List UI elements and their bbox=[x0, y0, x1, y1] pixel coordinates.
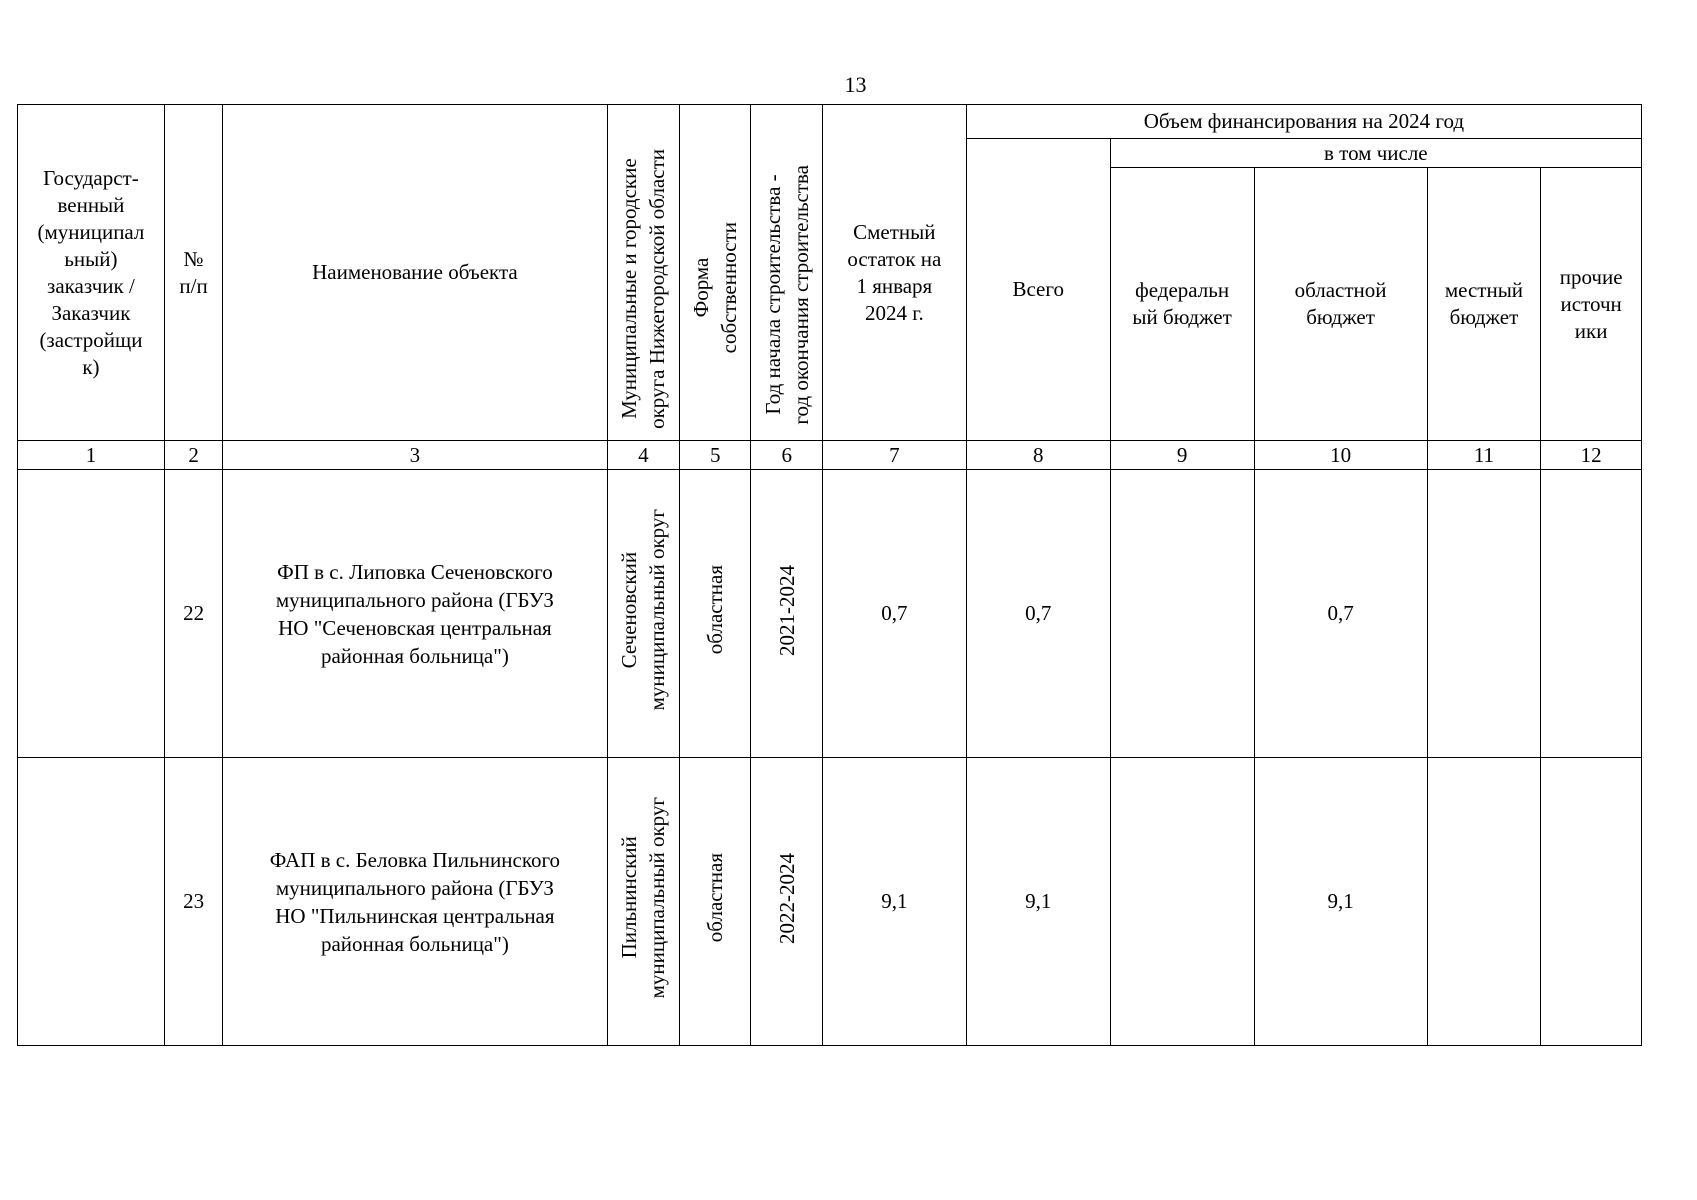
header-municipal: Муниципальные и городские округа Нижегородской области bbox=[607, 105, 679, 441]
row-other bbox=[1541, 758, 1642, 1046]
row-total: 9,1 bbox=[966, 758, 1110, 1046]
row-municipal: Пильнинский муниципальный округ bbox=[607, 758, 679, 1046]
header-ownership: Форма собственности bbox=[680, 105, 751, 441]
row-object-name: ФП в с. Липовка Сеченовского муниципального района (ГБУЗ НО "Сеченовская центральная районная больница") bbox=[223, 470, 607, 758]
row-object-name: ФАП в с. Беловка Пильнинского муниципального района (ГБУЗ НО "Пильнинская центральная районная больница") bbox=[223, 758, 607, 1046]
row-federal bbox=[1110, 470, 1254, 758]
header-number: № п/п bbox=[164, 105, 222, 441]
header-financing: Объем финансирования на 2024 год bbox=[966, 105, 1641, 139]
row-years: 2022-2024 bbox=[751, 758, 822, 1046]
row-customer bbox=[18, 470, 165, 758]
row-estimate: 9,1 bbox=[822, 758, 966, 1046]
header-customer: Государст- венный (муниципал ьный) заказчик / Заказчик (застройщи к) bbox=[18, 105, 165, 441]
row-local bbox=[1427, 470, 1541, 758]
column-number: 1 bbox=[18, 441, 165, 470]
row-municipal: Сеченовский муниципальный округ bbox=[607, 470, 679, 758]
column-number-row bbox=[18, 441, 1642, 470]
row-customer bbox=[18, 758, 165, 1046]
header-local-budget: местный бюджет bbox=[1427, 168, 1541, 441]
financing-table bbox=[17, 104, 1642, 1046]
column-number: 12 bbox=[1541, 441, 1642, 470]
row-regional: 0,7 bbox=[1254, 470, 1427, 758]
column-number: 5 bbox=[680, 441, 751, 470]
row-ownership: областная bbox=[680, 470, 751, 758]
row-federal bbox=[1110, 758, 1254, 1046]
header-years: Год начала строительства - год окончания строительства bbox=[751, 105, 822, 441]
row-number: 22 bbox=[164, 470, 222, 758]
header-object-name: Наименование объекта bbox=[223, 105, 607, 441]
page-number: 13 bbox=[844, 72, 867, 97]
column-number: 8 bbox=[966, 441, 1110, 470]
header-estimate: Сметный остаток на 1 января 2024 г. bbox=[822, 105, 966, 441]
header-other-sources: прочие источн ики bbox=[1541, 168, 1642, 441]
column-number: 4 bbox=[607, 441, 679, 470]
column-number: 2 bbox=[164, 441, 222, 470]
column-number: 3 bbox=[223, 441, 607, 470]
table-row bbox=[18, 758, 1642, 1046]
row-total: 0,7 bbox=[966, 470, 1110, 758]
row-number: 23 bbox=[164, 758, 222, 1046]
row-years: 2021-2024 bbox=[751, 470, 822, 758]
header-regional-budget: областной бюджет bbox=[1254, 168, 1427, 441]
column-number: 9 bbox=[1110, 441, 1254, 470]
header-including: в том числе bbox=[1110, 139, 1641, 168]
row-regional: 9,1 bbox=[1254, 758, 1427, 1046]
column-number: 10 bbox=[1254, 441, 1427, 470]
row-other bbox=[1541, 470, 1642, 758]
row-local bbox=[1427, 758, 1541, 1046]
row-ownership: областная bbox=[680, 758, 751, 1046]
header-total: Всего bbox=[966, 139, 1110, 441]
row-estimate: 0,7 bbox=[822, 470, 966, 758]
header-federal-budget: федеральн ый бюджет bbox=[1110, 168, 1254, 441]
column-number: 11 bbox=[1427, 441, 1541, 470]
column-number: 7 bbox=[822, 441, 966, 470]
column-number: 6 bbox=[751, 441, 822, 470]
table-row bbox=[18, 470, 1642, 758]
